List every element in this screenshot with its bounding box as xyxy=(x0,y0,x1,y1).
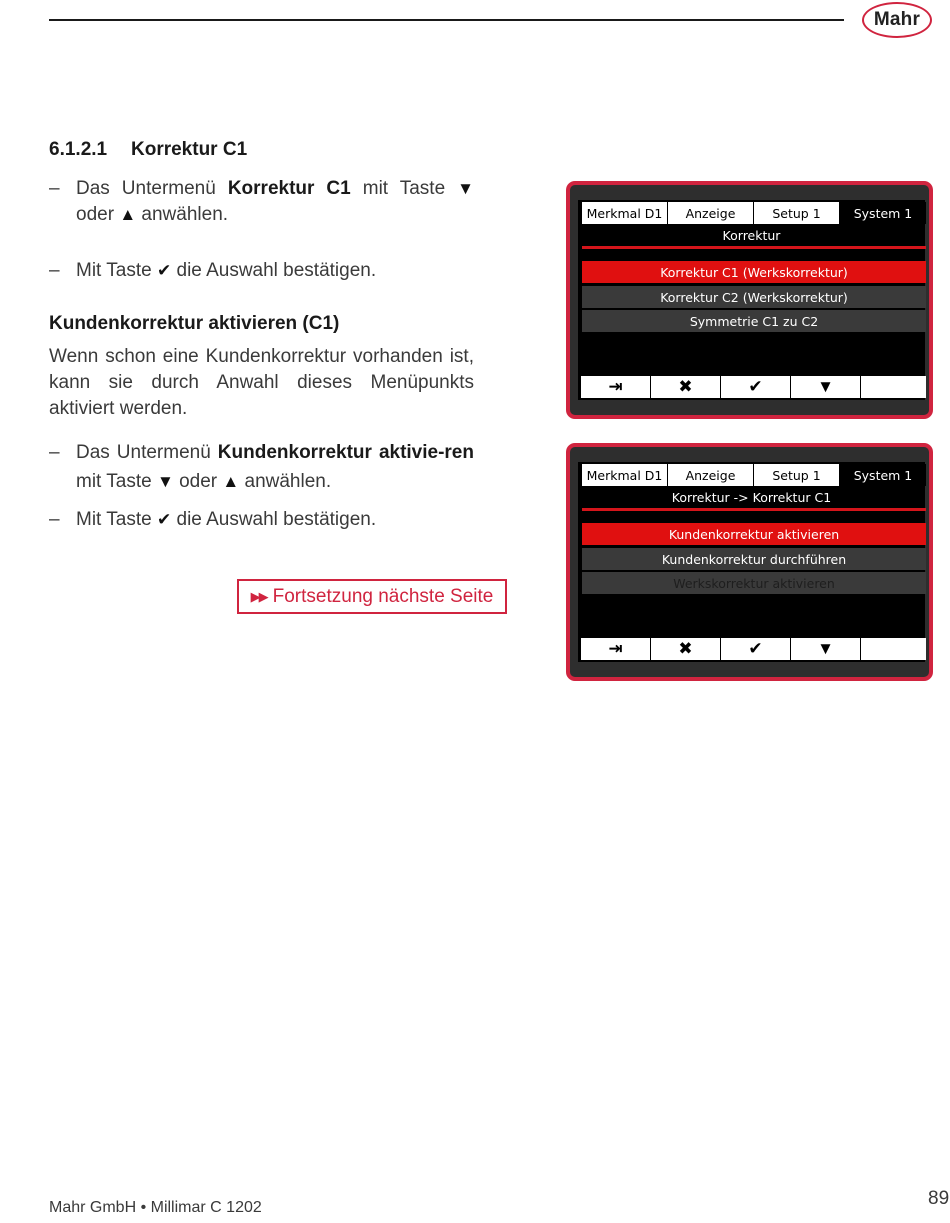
exit-icon[interactable]: ⇥ xyxy=(581,638,650,660)
tab-system-1[interactable]: System 1 xyxy=(840,202,926,224)
display xyxy=(578,462,925,662)
tab-anzeige[interactable]: Anzeige xyxy=(668,464,753,486)
list-dash: – xyxy=(49,260,60,281)
menu-name: Kundenkorrektur aktivie-ren xyxy=(217,442,474,463)
menu-item-kundenkorrektur-durchfuehren[interactable]: Kundenkorrektur durchführen xyxy=(582,548,926,570)
section-title xyxy=(49,139,247,161)
check-icon[interactable]: ✔ xyxy=(721,638,790,660)
arrow-down-icon: ▼ xyxy=(457,179,474,198)
tab-anzeige[interactable]: Anzeige xyxy=(668,202,753,224)
subsection-paragraph: Wenn schon eine Kundenkorrektur vorhanden ist, kann sie durch Anwahl dieses Menüpunkts aktiviert werden. xyxy=(49,346,474,419)
tab-bar xyxy=(582,464,927,488)
tab-bar xyxy=(582,202,927,226)
step-select-kundenkorrektur: – Das Untermenü Kundenkorrektur aktivie-ren mit Taste ▼ oder ▲ anwählen. xyxy=(49,438,474,496)
double-arrow-icon: ▶▶ xyxy=(250,588,267,604)
cancel-icon[interactable]: ✖ xyxy=(651,376,720,398)
softkey-bar xyxy=(581,376,927,398)
device-screen-korrektur xyxy=(566,181,933,419)
arrow-up-icon: ▲ xyxy=(222,472,240,491)
mahr-logo: Mahr xyxy=(862,2,932,38)
check-icon: ✔ xyxy=(156,510,172,529)
title-rule xyxy=(582,508,926,511)
arrow-down-icon: ▼ xyxy=(156,472,174,491)
display xyxy=(578,200,925,400)
section-title-text: Korrektur C1 xyxy=(131,139,248,160)
menu-name: Korrektur C1 xyxy=(227,178,351,199)
check-icon[interactable]: ✔ xyxy=(721,376,790,398)
section-number: 6.1.2.1 xyxy=(49,139,108,160)
exit-icon[interactable]: ⇥ xyxy=(581,376,650,398)
page-number: 89 xyxy=(928,1188,950,1209)
softkey-bar xyxy=(581,638,927,660)
empty-softkey[interactable] xyxy=(861,376,926,398)
arrow-up-icon: ▲ xyxy=(119,205,137,224)
arrow-down-icon[interactable]: ▼ xyxy=(791,376,860,398)
cancel-icon[interactable]: ✖ xyxy=(651,638,720,660)
subsection-heading: Kundenkorrektur aktivieren (C1) xyxy=(49,313,340,334)
header-rule xyxy=(49,19,844,21)
device-screen-korrektur-c1 xyxy=(566,443,933,681)
screen-title: Korrektur xyxy=(722,228,781,243)
tab-merkmal-d1[interactable]: Merkmal D1 xyxy=(582,202,667,224)
menu-item-kundenkorrektur-aktivieren[interactable]: Kundenkorrektur aktivieren xyxy=(582,523,926,545)
empty-softkey[interactable] xyxy=(861,638,926,660)
step-select-korrektur-c1: – Das Untermenü Korrektur C1 mit Taste ▼ oder ▲ anwählen. xyxy=(49,178,474,225)
step-confirm-1: – Mit Taste ✔ die Auswahl bestätigen. xyxy=(49,258,474,284)
screen-title: Korrektur -> Korrektur C1 xyxy=(671,490,832,505)
arrow-down-icon[interactable]: ▼ xyxy=(791,638,860,660)
tab-setup-1[interactable]: Setup 1 xyxy=(754,202,839,224)
menu-item-werkskorrektur-aktivieren: Werkskorrektur aktivieren xyxy=(582,572,926,594)
tab-merkmal-d1[interactable]: Merkmal D1 xyxy=(582,464,667,486)
title-rule xyxy=(582,246,926,249)
step-confirm-2: – Mit Taste ✔ die Auswahl bestätigen. xyxy=(49,507,474,533)
check-icon: ✔ xyxy=(156,261,172,280)
menu-item-symmetrie[interactable]: Symmetrie C1 zu C2 xyxy=(582,310,926,332)
menu-item-korrektur-c1[interactable]: Korrektur C1 (Werkskorrektur) xyxy=(582,261,926,283)
tab-setup-1[interactable]: Setup 1 xyxy=(754,464,839,486)
list-dash: – xyxy=(49,509,60,530)
tab-system-1[interactable]: System 1 xyxy=(840,464,926,486)
list-dash: – xyxy=(49,442,60,463)
list-dash: – xyxy=(49,178,60,199)
footer-text: Mahr GmbH • Millimar C 1202 xyxy=(49,1199,262,1216)
continue-next-page-box[interactable] xyxy=(237,579,507,614)
continue-label: Fortsetzung nächste Seite xyxy=(272,585,494,607)
menu-item-korrektur-c2[interactable]: Korrektur C2 (Werkskorrektur) xyxy=(582,286,926,308)
